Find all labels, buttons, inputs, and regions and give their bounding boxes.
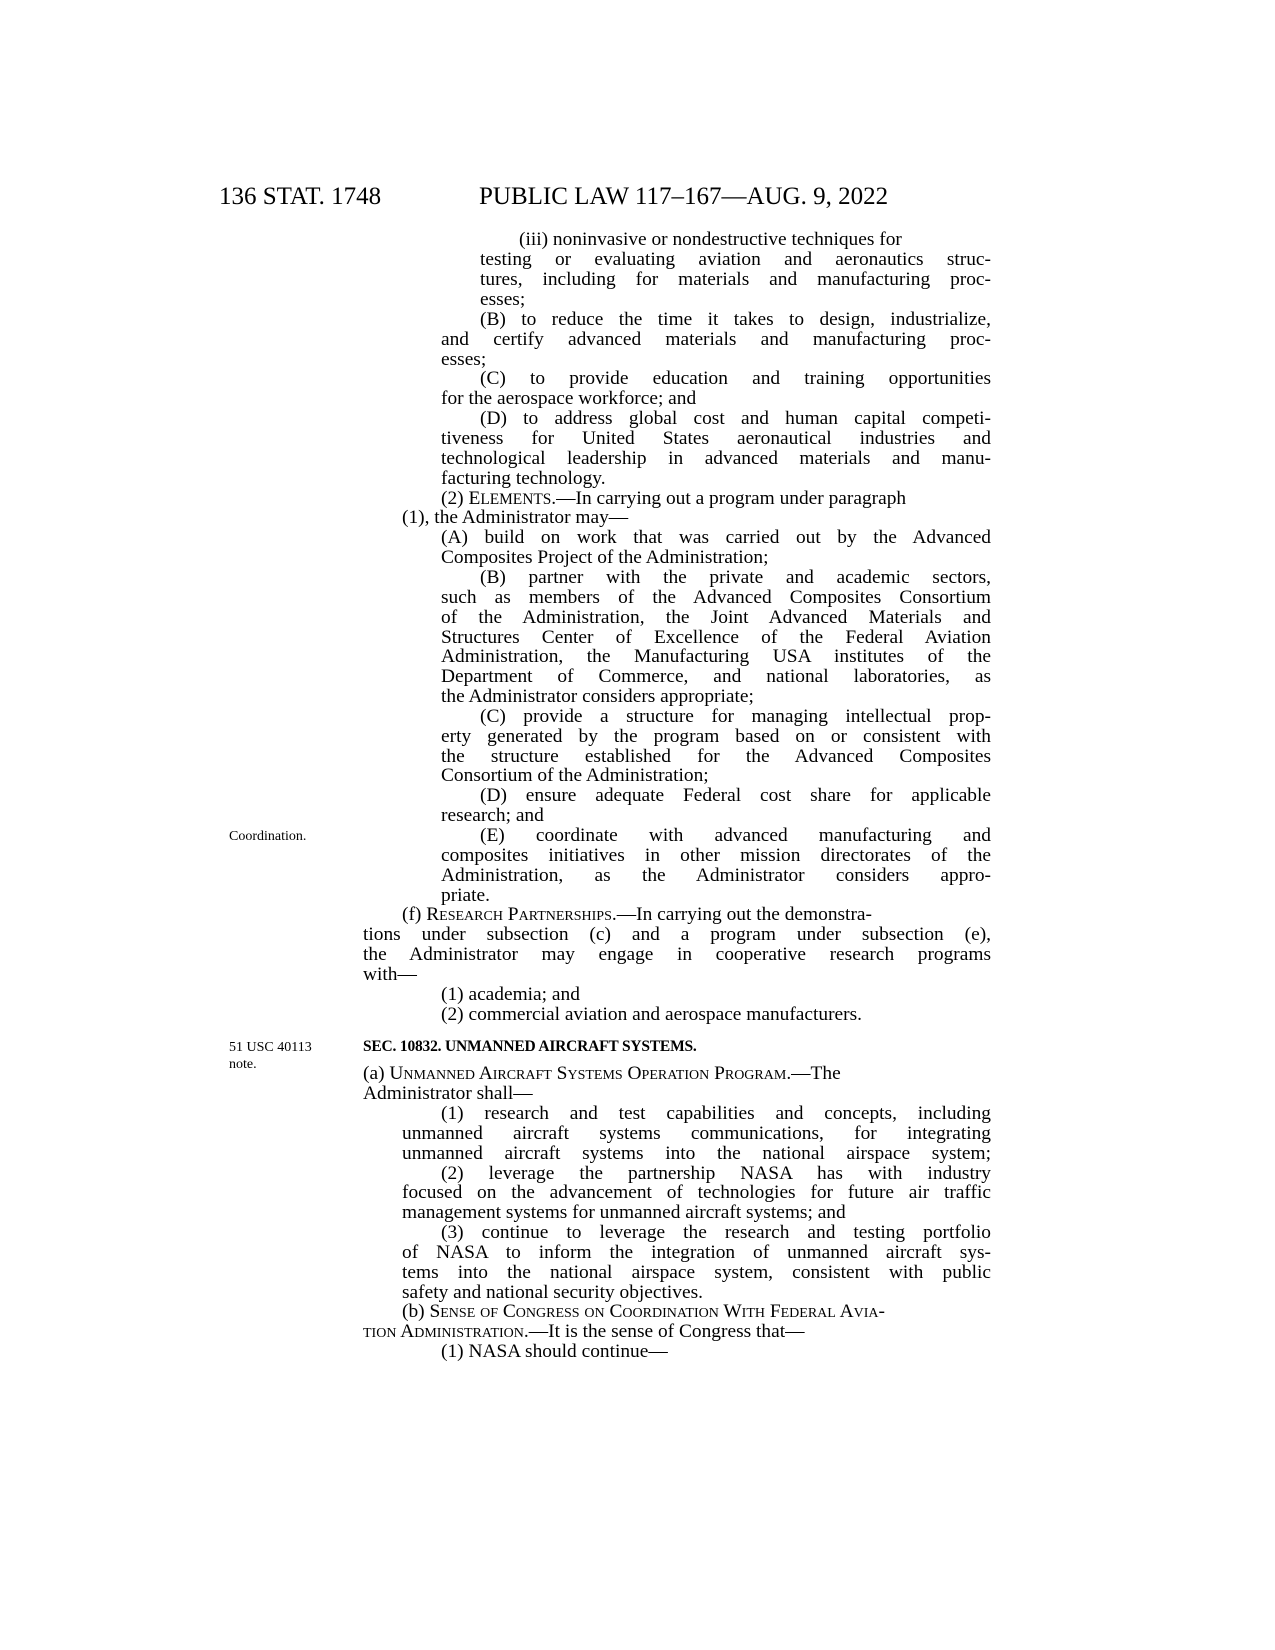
text-line: for the aerospace workforce; and [441,388,697,409]
text-line: (C) provide a structure for managing intellectual prop- [480,706,991,727]
running-header: PUBLIC LAW 117–167—AUG. 9, 2022 [479,183,889,210]
text-line: (1) academia; and [441,984,580,1005]
text-line: such as members of the Advanced Composites Consortium [441,587,991,608]
text-line: tems into the national airspace system, consistent with public [402,1262,991,1283]
text-line: with— [363,964,417,985]
text-line: of the Administration, the Joint Advanced Materials and [441,607,991,628]
text-line: Composites Project of the Administration; [441,547,769,568]
text-line-faa: tion Administration.—It is the sense of Congress that— [363,1321,805,1342]
text-line: esses; [480,289,526,310]
text-line: composites initiatives in other mission directorates of the [441,845,991,866]
text-line: (E) coordinate with advanced manufacturing and [480,825,991,846]
text-line: tures, including for materials and manufacturing proc- [480,269,991,290]
text-line: (1) NASA should continue— [441,1341,668,1362]
text-line: (1) research and test capabilities and concepts, including [441,1103,991,1124]
text-line: tions under subsection (c) and a program under subsection (e), [363,924,991,945]
text-line: tiveness for United States aeronautical industries and [441,428,991,449]
text-line: Consortium of the Administration; [441,765,709,786]
text-line: of NASA to inform the integration of unmanned aircraft sys- [402,1242,991,1263]
margin-note-coordination: Coordination. [229,829,307,844]
text-line: testing or evaluating aviation and aeronautics struc- [480,249,991,270]
text-line: management systems for unmanned aircraft systems; and [402,1202,846,1223]
text-line: Administration, the Manufacturing USA institutes of the [441,646,991,667]
text-line-research-partnerships: (f) Research Partnerships.—In carrying out the demonstra- [402,904,872,925]
text-line: (D) to address global cost and human capital competi- [480,408,991,429]
text-line: (A) build on work that was carried out by the Advanced [441,527,991,548]
text-line: (iii) noninvasive or nondestructive techniques for [519,229,902,250]
text-line: Department of Commerce, and national laboratories, as [441,666,991,687]
text-line: esses; [441,349,487,370]
text-line: (1), the Administrator may— [402,507,629,528]
text-line: erty generated by the program based on or consistent with [441,726,991,747]
text-line: the Administrator considers appropriate; [441,686,754,707]
text-line: (2) leverage the partnership NASA has with industry [441,1163,991,1184]
section-heading: SEC. 10832. UNMANNED AIRCRAFT SYSTEMS. [363,1038,697,1055]
text-line: priate. [441,885,490,906]
margin-note-usc: 51 USC 40113 [229,1040,312,1055]
text-line: (D) ensure adequate Federal cost share for applicable [480,785,991,806]
text-line: the structure established for the Advanced Composites [441,746,991,767]
text-line: the Administrator may engage in cooperative research programs [363,944,991,965]
text-line: unmanned aircraft systems communications, for integrating [402,1123,991,1144]
text-line: Administration, as the Administrator considers appro- [441,865,991,886]
text-line: and certify advanced materials and manufacturing proc- [441,329,991,350]
text-line: technological leadership in advanced materials and manu- [441,448,991,469]
text-line: Structures Center of Excellence of the Federal Aviation [441,627,991,648]
margin-note-usc-note: note. [229,1057,257,1072]
text-line: focused on the advancement of technologies for future air traffic [402,1182,991,1203]
statute-page-number: 136 STAT. 1748 [219,183,382,210]
text-line: safety and national security objectives. [402,1282,703,1303]
text-line: Administrator shall— [363,1083,533,1104]
text-line: (B) partner with the private and academic sectors, [480,567,991,588]
text-line: facturing technology. [441,468,606,489]
text-line-sense-of-congress: (b) Sense of Congress on Coordination With Federal Avia- [402,1301,885,1322]
text-line-uas-program: (a) Unmanned Aircraft Systems Operation Program.—The [363,1063,841,1084]
text-line: (3) continue to leverage the research and testing portfolio [441,1222,991,1243]
text-line: (B) to reduce the time it takes to design, industrialize, [480,309,991,330]
text-line: unmanned aircraft systems into the national airspace system; [402,1143,991,1164]
text-line-elements: (2) ELEMENTS.—In carrying out a program under paragraph [441,488,907,509]
text-line: (C) to provide education and training opportunities [480,368,991,389]
text-line: (2) commercial aviation and aerospace manufacturers. [441,1004,862,1025]
text-line: research; and [441,805,544,826]
